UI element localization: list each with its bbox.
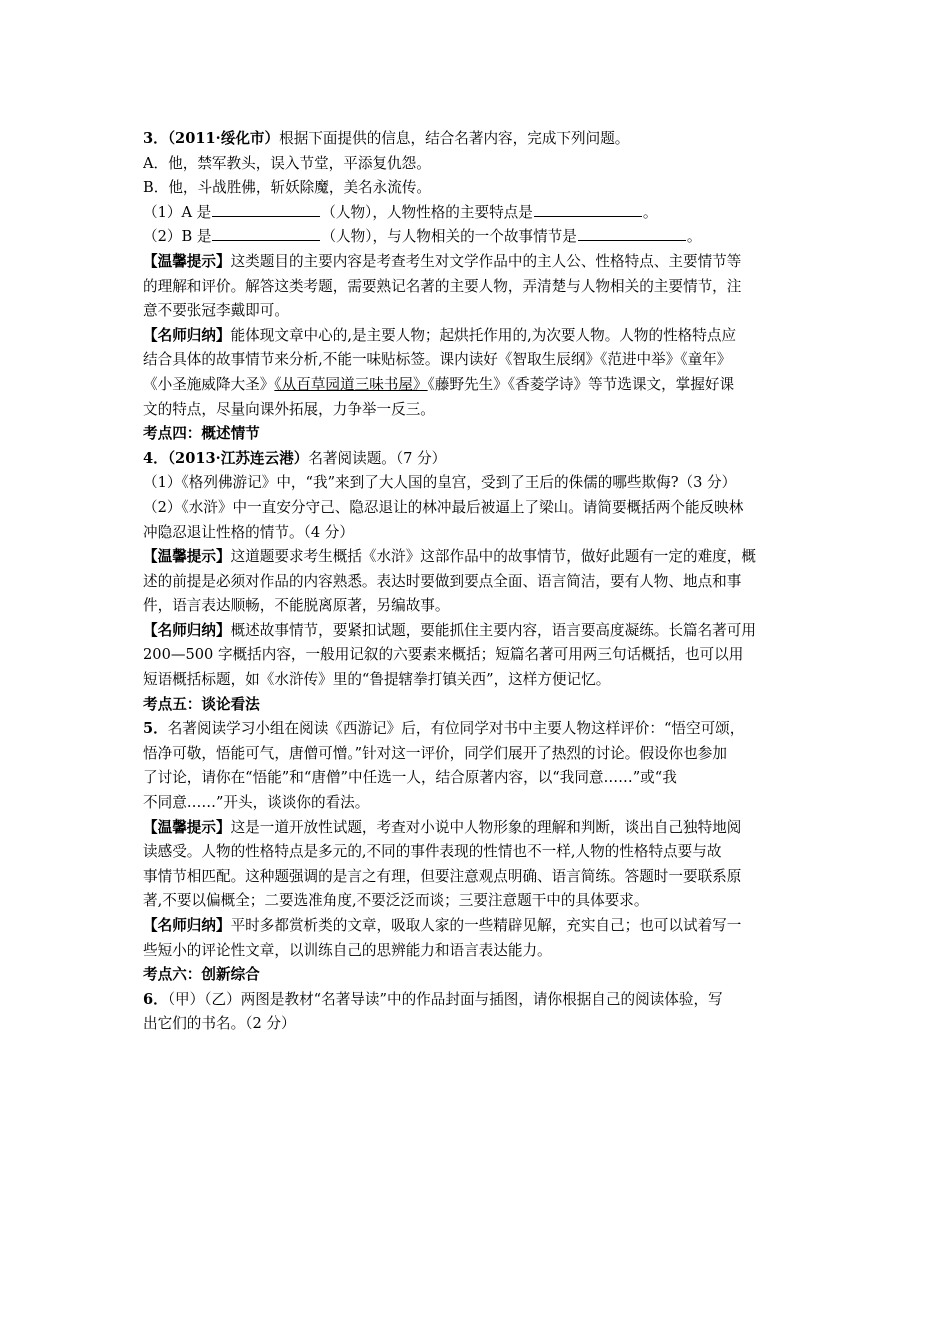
question-5-line bbox=[143, 717, 811, 742]
section-heading-6: 考点六：创新综合 bbox=[143, 966, 260, 984]
summary-text: 平时多都赏析类的文章，吸取人家的一些精辟见解，充实自己；也可以试着写一 bbox=[230, 917, 742, 934]
summary-line: 文的特点，尽量向课外拓展，力争举一反三。 bbox=[143, 400, 435, 418]
question-5-line: 了讨论，请你在“悟能”和“唐僧”中任选一人，结合原著内容，以“我同意……”或“我 bbox=[143, 769, 677, 787]
subquestion-text: （人物），与人物相关的一个故事情节是 bbox=[321, 228, 577, 246]
subquestion-2: （2）《水浒》中一直安分守己、隐忍退让的林冲最后被逼上了梁山。请简要概括两个能反映林 bbox=[143, 498, 744, 516]
subquestion-text: （2）B 是 bbox=[143, 228, 212, 246]
option-b: B．他，斗战胜佛，斩妖除魔，美名永流传。 bbox=[143, 179, 432, 197]
summary-tag: 【名师归纳】 bbox=[143, 917, 231, 934]
tip-line bbox=[143, 545, 811, 570]
option-a: A．他，禁军教头，误入节堂，平添复仇怨。 bbox=[143, 154, 431, 172]
question-4-header bbox=[143, 447, 811, 472]
tip-text: 这道题要求考生概括《水浒》这部作品中的故事情节，做好此题有一定的难度，概 bbox=[230, 548, 756, 566]
subquestion-1: （1）《格列佛游记》中，“我”来到了大人国的皇宫，受到了王后的侏儒的哪些欺侮?（3 分） bbox=[143, 474, 737, 492]
tip-text: 这类题目的主要内容是考查考生对文学作品中的主人公、性格特点、主要情节等 bbox=[230, 252, 742, 270]
summary-line: 200—500 字概括内容，一般用记叙的六要素来概括；短篇名著可用两三句话概括，也可以用 bbox=[143, 646, 744, 664]
subquestion-2-cont: 冲隐忍退让性格的情节。（4 分） bbox=[143, 523, 354, 541]
tip-text: 这是一道开放性试题，考查对小说中人物形象的理解和判断，谈出自己独特地阅 bbox=[230, 818, 742, 836]
tip-tag: 【温馨提示】 bbox=[143, 818, 231, 836]
question-text: 名著阅读学习小组在阅读《西游记》后，有位同学对书中主要人物这样评价：“悟空可颂， bbox=[167, 720, 745, 738]
question-3-header bbox=[143, 127, 811, 152]
summary-tag: 【名师归纳】 bbox=[143, 621, 231, 639]
summary-text: 《小圣施威降大圣》 bbox=[143, 375, 275, 393]
subquestion-1 bbox=[143, 201, 811, 226]
summary-line bbox=[143, 373, 811, 398]
subquestion-text: （人物），人物性格的主要特点是 bbox=[321, 203, 533, 221]
question-source: （2011·绥化市） bbox=[167, 130, 280, 147]
summary-line bbox=[143, 914, 811, 939]
question-5-line: 悟净可敬，悟能可气，唐僧可憎。”针对这一评价，同学们展开了热烈的讨论。假设你也参加 bbox=[143, 744, 727, 762]
summary-text: 《藤野先生》《香菱学诗》等节选课文，掌握好课 bbox=[427, 375, 735, 393]
question-number: 4． bbox=[143, 449, 168, 467]
section-heading-4: 考点四：概述情节 bbox=[143, 425, 260, 443]
question-5-line: 不同意……”开头，谈谈你的看法。 bbox=[143, 794, 370, 812]
tip-line: 事情节相匹配。这种题强调的是言之有理，但要注意观点明确、语言简练。答题时一要联系原 bbox=[143, 867, 742, 885]
answer-blank bbox=[534, 202, 642, 217]
answer-blank bbox=[578, 226, 686, 241]
section-heading-5: 考点五：谈论看法 bbox=[143, 695, 260, 713]
tip-line: 读感受。人物的性格特点是多元的,不同的事件表现的性情也不一样,人物的性格特点要与故 bbox=[143, 843, 722, 861]
tip-tag: 【温馨提示】 bbox=[143, 548, 231, 566]
subquestion-text: （1）A 是 bbox=[143, 203, 212, 221]
question-source: （2013·江苏连云港） bbox=[167, 449, 309, 467]
summary-line: 结合具体的故事情节来分析,不能一味贴标签。课内读好《智取生辰纲》《范进中举》《童年》 bbox=[143, 351, 732, 369]
question-text: （甲）（乙）两图是教材“名著导读”中的作品封面与插图，请你根据自己的阅读体验，写 bbox=[167, 990, 723, 1008]
question-6-line: 出它们的书名。（2 分） bbox=[143, 1015, 296, 1033]
subquestion-2 bbox=[143, 225, 811, 250]
tip-line bbox=[143, 816, 811, 841]
summary-text: 能体现文章中心的,是主要人物；起烘托作用的,为次要人物。人物的性格特点应 bbox=[230, 326, 737, 344]
subquestion-text: 。 bbox=[686, 228, 702, 246]
summary-line: 些短小的评论性文章，以训练自己的思辨能力和语言表达能力。 bbox=[143, 941, 552, 959]
answer-blank bbox=[212, 226, 320, 241]
underlined-title: 《从百草园道三味书屋》 bbox=[274, 375, 428, 393]
tip-line bbox=[143, 250, 811, 275]
summary-tag: 【名师归纳】 bbox=[143, 326, 231, 344]
tip-line: 件，语言表达顺畅，不能脱离原著，另编故事。 bbox=[143, 597, 450, 615]
question-number: 6． bbox=[143, 990, 168, 1008]
question-number: 3． bbox=[143, 130, 168, 147]
question-6-line bbox=[143, 988, 811, 1013]
question-prompt: 根据下面提供的信息，结合名著内容，完成下列问题。 bbox=[279, 130, 630, 147]
tip-line: 著,不要以偏概全；二要选准角度,不要泛泛而谈；三要注意题干中的具体要求。 bbox=[143, 892, 649, 910]
summary-line: 短语概括标题，如《水浒传》里的“鲁提辖拳打镇关西”，这样方便记忆。 bbox=[143, 671, 611, 689]
summary-text: 概述故事情节，要紧扣试题，要能抓住主要内容，语言要高度凝练。长篇名著可用 bbox=[230, 621, 756, 639]
summary-line bbox=[143, 619, 811, 644]
document-body bbox=[143, 127, 811, 1037]
subquestion-text: 。 bbox=[642, 203, 658, 221]
question-number: 5． bbox=[143, 720, 168, 738]
tip-tag: 【温馨提示】 bbox=[143, 252, 231, 270]
tip-line: 意不要张冠李戴即可。 bbox=[143, 302, 289, 320]
tip-line: 述的前提是必须对作品的内容熟悉。表达时要做到要点全面、语言简洁，要有人物、地点和事 bbox=[143, 572, 742, 590]
summary-line bbox=[143, 324, 811, 349]
tip-line: 的理解和评价。解答这类考题，需要熟记名著的主要人物，弄清楚与人物相关的主要情节，注 bbox=[143, 277, 742, 295]
answer-blank bbox=[212, 202, 320, 217]
question-prompt: 名著阅读题。（7 分） bbox=[308, 449, 447, 467]
